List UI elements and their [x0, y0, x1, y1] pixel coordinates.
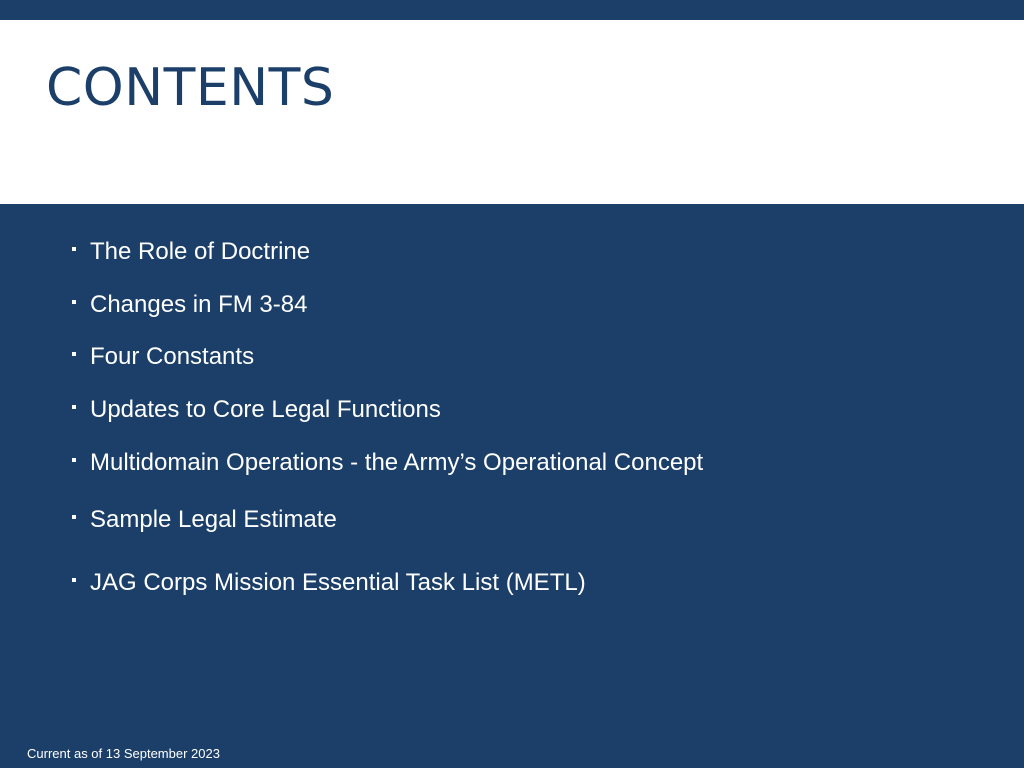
bullet-icon [72, 458, 76, 462]
bullet-item [72, 236, 310, 268]
bullet-icon [72, 515, 76, 519]
bullet-icon [72, 405, 76, 409]
title-area [0, 20, 1024, 204]
bullet-item [72, 394, 441, 426]
bullet-icon [72, 352, 76, 356]
top-band [0, 0, 1024, 20]
bullet-text: Sample Legal Estimate [90, 506, 337, 533]
bullet-icon [72, 578, 76, 582]
bullet-item [72, 504, 337, 536]
bullet-item [72, 289, 307, 321]
bullet-item [72, 567, 586, 599]
bullet-text: Updates to Core Legal Functions [90, 396, 441, 423]
bullet-text: Four Constants [90, 343, 255, 370]
bullet-icon [72, 300, 76, 304]
bullet-item [72, 341, 254, 373]
bullet-icon [72, 247, 76, 251]
slide-title: CONTENTS [46, 58, 335, 118]
bullet-text: JAG Corps Mission Essential Task List (METL) [90, 569, 586, 596]
footer-date: Current as of 13 September 2023 [27, 746, 220, 761]
bullet-text: The Role of Doctrine [90, 238, 311, 265]
bullet-text: Multidomain Operations - the Army’s Operational Concept [90, 449, 704, 476]
bullet-text: Changes in FM 3-84 [90, 291, 308, 318]
bullet-item [72, 447, 703, 479]
